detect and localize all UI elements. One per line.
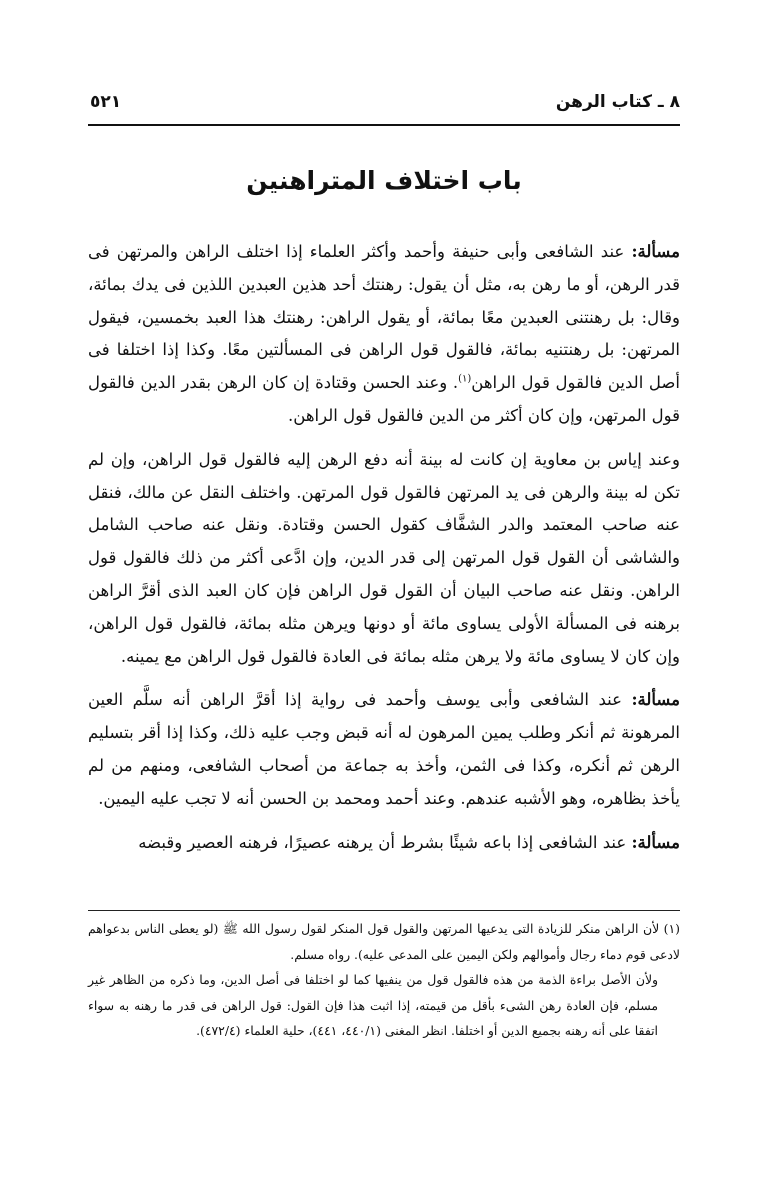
footnote-1-continued: ولأن الأصل براءة الذمة من هذه فالقول قول من ينفيها كما لو اختلفا فى أصل الدين، وما ذكره من الظاهر غير مسلم، فإن العادة رهن الشىء بأقل من قيمته، إذا اثبت هذا فإن القول: قول الراهن فى قدر ما رهنه به سواء اتفقا على أنه رهنه بجميع الدين أو اختلفا. انظر المغنى (٤٤٠/١، ٤٤١)، حلية العلماء (٤٧٢/٤). [88, 972, 658, 1039]
header-rule [88, 124, 680, 126]
paragraph-text: عند الشافعى وأبى يوسف وأحمد فى رواية إذا أقرَّ الراهن أنه سلَّم العين المرهونة ثم أنكر وطلب يمين المرهون له أنه قبض وجب عليه ذلك، وكذا إذا أقر بتسليم الرهن ثم أنكره، وكذا فى الثمن، وأخذ به جماعة من أصحاب الشافعى، ومنهم من لم يأخذ بظاهره، وهو الأشبه عندهم. وعند أحمد ومحمد بن الحسن أنه لا تجب عليه اليمين. [88, 690, 680, 808]
footnote-marker: (١) [458, 373, 472, 385]
page-number: ٥٢١ [90, 92, 122, 112]
footnote-1: (١) لأن الراهن منكر للزيادة التى يدعيها المرتهن والقول قول المنكر لقول رسول الله ﷺ (لو يعطى الناس بدعواهم لادعى قوم دماء رجال وأموالهم ولكن اليمين على المدعى عليه). رواه مسلم. [88, 921, 680, 962]
main-text [88, 236, 680, 859]
paragraph-text: عند الشافعى وأبى حنيفة وأحمد وأكثر العلماء إذا اختلف الراهن والمرتهن فى قدر الرهن، أو ما رهن به، مثل أن يقول: رهنتك أحد هذين العبدين اللذين فى يدك بمائة، وقال: بل رهنتنى العبدين معًا بمائة، أو يقول الراهن: رهنتك هذا العبد بخمسين، فيقول المرتهن: بل رهنتنيه بمائة، فالقول قول الراهن فى المسألتين معًا. وكذا إذا اختلفا فى أصل الدين فالقول قول الراهن [88, 242, 680, 393]
paragraph-4 [88, 827, 680, 860]
section-title: باب اختلاف المتراهنين [246, 166, 522, 195]
issue-label: مسألة: [631, 690, 680, 710]
footnote-rule [88, 910, 680, 911]
paragraph-text: وعند إياس بن معاوية إن كانت له بينة أنه دفع الرهن إليه فالقول قول الراهن، وإن لم تكن له بينة والرهن فى يد المرتهن فالقول قول المرتهن. واختلف النقل عن مالك، فنقل عنه صاحب المعتمد والدر الشفَّاف كقول الحسن وقتادة. ونقل عنه صاحب الشامل والشاشى أن القول قول المرتهن إلى قدر الدين، وإن ادَّعى أكثر من ذلك فالقول قول الراهن. ونقل عنه صاحب البيان أن القول قول الراهن فإن كان العبد الذى أقرَّ الراهن برهنه فى المسألة الأولى يساوى مائة أو دونها ويرهن مثله بمائة، فالقول قول الراهن، وإن كان لا يساوى مائة ولا يرهن مثله بمائة فى العادة فالقول قول الراهن مع يمينه. [88, 449, 680, 666]
chapter-title: ٨ ـ كتاب الرهن [555, 92, 680, 112]
paragraph-text: عند الشافعى إذا باعه شيئًا بشرط أن يرهنه عصيرًا، فرهنه العصير وقبضه [138, 832, 632, 852]
paragraph-2 [88, 444, 680, 674]
footnotes [88, 916, 680, 1044]
paragraph-3 [88, 684, 680, 815]
running-header [88, 82, 680, 124]
issue-label: مسألة: [631, 832, 680, 852]
issue-label: مسألة: [631, 242, 680, 261]
paragraph-text-continued: . وعند الحسن وقتادة إن كان الرهن بقدر الدين فالقول قول المرتهن، وإن كان أكثر من الدين فالقول قول الراهن. [88, 373, 680, 425]
paragraph-1 [88, 236, 680, 433]
